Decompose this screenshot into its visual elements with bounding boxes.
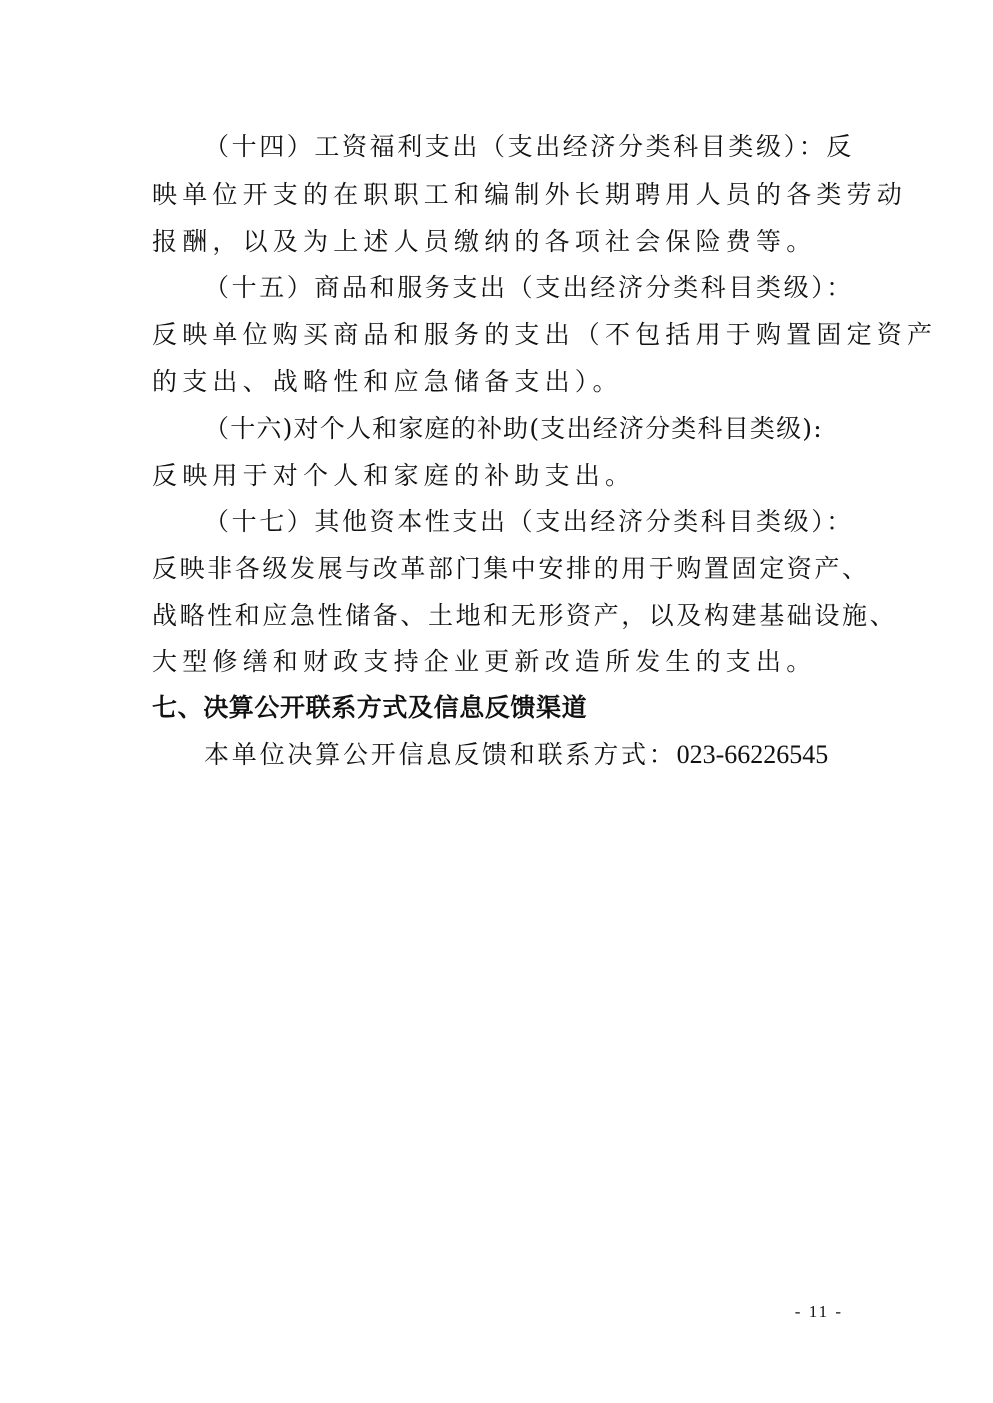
paragraph-15-line-2: 反映单位购买商品和服务的支出（不包括用于购置固定资产 — [152, 320, 938, 349]
contact-label: 本单位决算公开信息反馈和联系方式： — [204, 740, 677, 769]
paragraph-17-line-3: 战略性和应急性储备、土地和无形资产，以及构建基础设施、 — [152, 601, 898, 630]
paragraph-16-line-2: 反映用于对个人和家庭的补助支出。 — [152, 461, 636, 490]
paragraph-17-line-1: （十七）其他资本性支出（支出经济分类科目类级）： — [204, 507, 854, 536]
section-heading: 七、决算公开联系方式及信息反馈渠道 — [152, 693, 588, 722]
paragraph-15-line-1: （十五）商品和服务支出（支出经济分类科目类级）： — [204, 273, 854, 302]
paragraph-16-line-1: （十六)对个人和家庭的补助(支出经济分类科目类级): — [204, 414, 823, 443]
paragraph-17-line-2: 反映非各级发展与改革部门集中安排的用于购置固定资产、 — [152, 554, 870, 583]
contact-line — [204, 739, 828, 771]
paragraph-14-line-2: 映单位开支的在职职工和编制外长期聘用人员的各类劳动 — [152, 180, 908, 209]
paragraph-17-line-4: 大型修缮和财政支持企业更新改造所发生的支出。 — [152, 647, 817, 676]
paragraph-14-line-3: 报酬，以及为上述人员缴纳的各项社会保险费等。 — [152, 227, 817, 256]
paragraph-14-line-1: （十四）工资福利支出（支出经济分类科目类级）：反 — [204, 132, 854, 161]
paragraph-15-line-3: 的支出、战略性和应急储备支出）。 — [152, 367, 623, 396]
page-number: - 11 - — [794, 1302, 843, 1321]
contact-number: 023-66226545 — [676, 740, 829, 769]
